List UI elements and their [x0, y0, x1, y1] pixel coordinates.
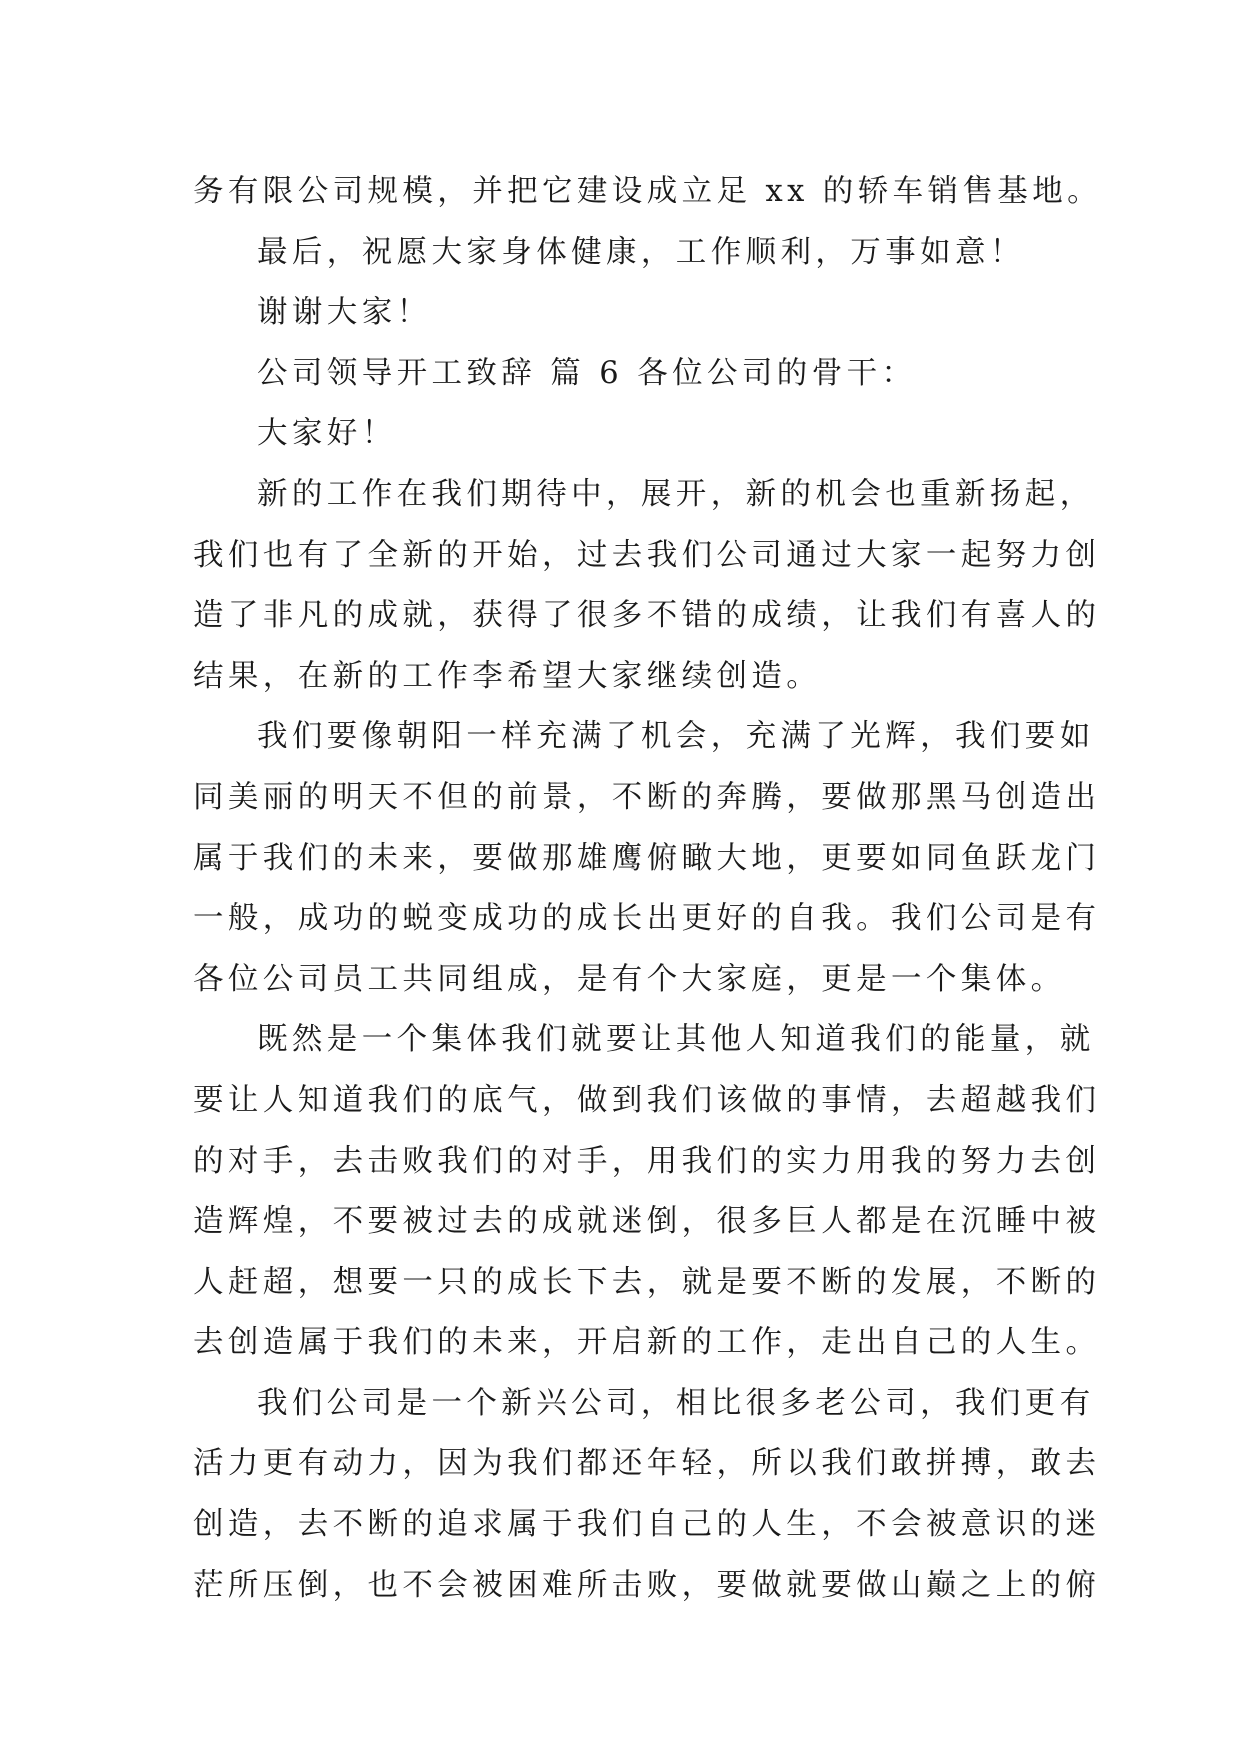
text-line: 创造，去不断的追求属于我们自己的人生，不会被意识的迷: [193, 1507, 1101, 1543]
text-line: 去创造属于我们的未来，开启新的工作，走出自己的人生。: [193, 1325, 1101, 1361]
text-line: 造辉煌，不要被过去的成就迷倒，很多巨人都是在沉睡中被: [193, 1204, 1101, 1240]
text-line: 我们也有了全新的开始，过去我们公司通过大家一起努力创: [193, 537, 1101, 573]
text-line: 属于我们的未来，要做那雄鹰俯瞰大地，更要如同鱼跃龙门: [193, 840, 1101, 876]
text-line: 谢谢大家！: [257, 295, 432, 331]
text-line: 同美丽的明天不但的前景，不断的奔腾，要做那黑马创造出: [193, 779, 1101, 815]
text-line: 务有限公司规模，并把它建设成立足 xx 的轿车销售基地。: [193, 174, 1102, 209]
text-line: 既然是一个集体我们就要让其他人知道我们的能量，就: [257, 1022, 1095, 1058]
text-line: 结果，在新的工作李希望大家继续创造。: [193, 658, 822, 694]
text-line: 公司领导开工致辞 篇 6 各位公司的骨干：: [257, 355, 917, 391]
text-line: 活力更有动力，因为我们都还年轻，所以我们敢拼搏，敢去: [193, 1446, 1101, 1482]
document-body: [193, 162, 1102, 1616]
text-line: 一般，成功的蜕变成功的成长出更好的自我。我们公司是有: [193, 901, 1101, 937]
text-line: 我们公司是一个新兴公司，相比很多老公司，我们更有: [257, 1385, 1095, 1421]
text-line: 要让人知道我们的底气，做到我们该做的事情，去超越我们: [193, 1082, 1101, 1118]
text-line: 造了非凡的成就，获得了很多不错的成绩，让我们有喜人的: [193, 598, 1101, 634]
text-line: 大家好！: [257, 416, 397, 452]
text-line: 人赶超，想要一只的成长下去，就是要不断的发展，不断的: [193, 1264, 1101, 1300]
text-line: 新的工作在我们期待中，展开，新的机会也重新扬起，: [257, 476, 1095, 512]
text-line: 茫所压倒，也不会被困难所击败，要做就要做山巅之上的俯: [193, 1567, 1101, 1603]
text-line: 我们要像朝阳一样充满了机会，充满了光辉，我们要如: [257, 719, 1095, 755]
text-line: 最后，祝愿大家身体健康，工作顺利，万事如意！: [257, 234, 1025, 270]
text-line: 的对手，去击败我们的对手，用我们的实力用我的努力去创: [193, 1143, 1101, 1179]
text-line: 各位公司员工共同组成，是有个大家庭，更是一个集体。: [193, 961, 1066, 997]
